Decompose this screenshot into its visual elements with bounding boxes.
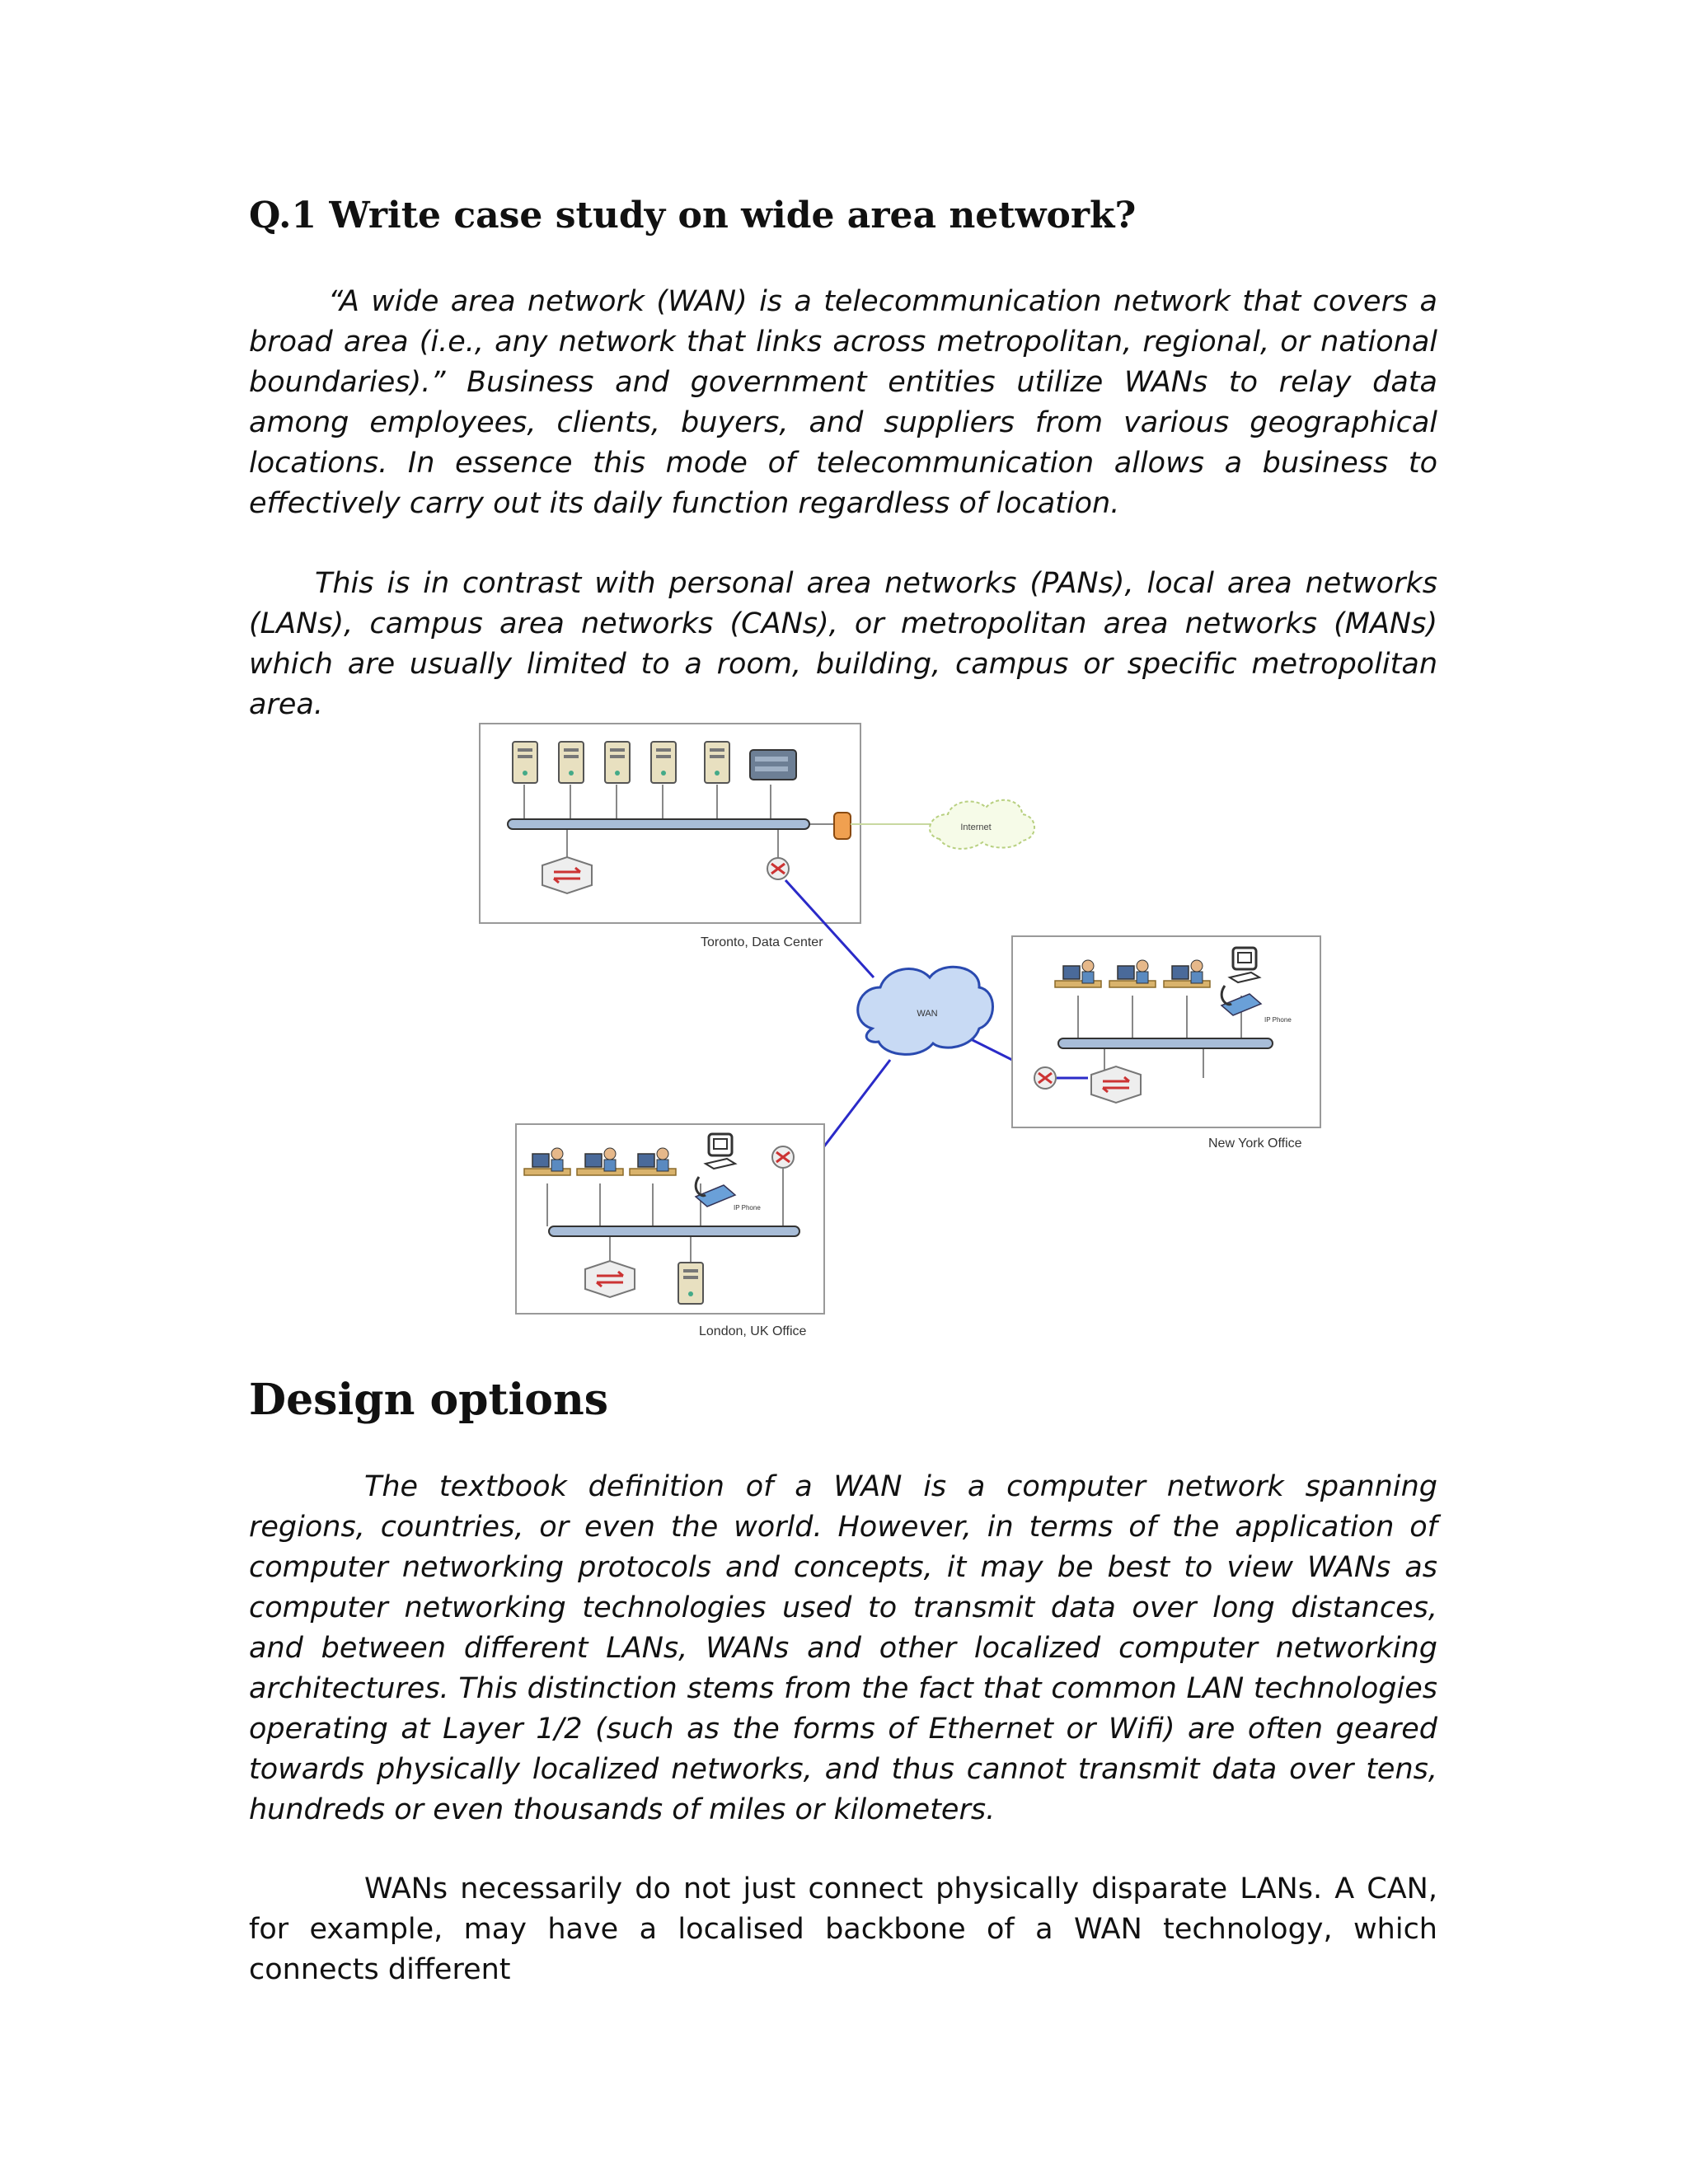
switch-icon <box>1091 1066 1141 1103</box>
switch-icon <box>585 1261 635 1297</box>
toronto-label: Toronto, Data Center <box>701 935 823 949</box>
svg-text:Internet: Internet <box>960 823 992 832</box>
svg-text:IP Phone: IP Phone <box>1264 1016 1292 1024</box>
question-heading: Q.1 Write case study on wide area network? <box>249 194 1137 237</box>
server-icon <box>513 742 537 783</box>
lan-backbone <box>1058 1038 1273 1048</box>
svg-text:WAN: WAN <box>917 1009 938 1019</box>
server-icon <box>678 1263 703 1304</box>
switch-icon <box>542 857 592 893</box>
router-icon <box>1034 1067 1056 1089</box>
new-york-office-site <box>1012 936 1320 1151</box>
lan-backbone <box>508 819 809 829</box>
toronto-data-center-site <box>480 724 860 923</box>
svg-text:IP Phone: IP Phone <box>734 1204 761 1212</box>
server-icon <box>705 742 729 783</box>
london-label: London, UK Office <box>699 1324 807 1338</box>
router-icon <box>772 1146 794 1168</box>
contrast-paragraph: This is in contrast with personal area networks (PANs), local area networks (LANs), campus area networks (CANs), or metropolitan area networks (MANs) which are usually limited to a room, building, campus or specific metropolitan area. <box>249 567 1437 721</box>
section-heading: Design options <box>249 1375 609 1425</box>
wan-network-diagram <box>462 715 1335 1342</box>
server-icon <box>559 742 584 783</box>
wan-backbone-paragraph: WANs necessarily do not just connect physically disparate LANs. A CAN, for example, may have a localised backbone of a WAN technology, which connects different <box>249 1872 1437 1986</box>
internet-cloud <box>851 800 1034 849</box>
server-icon <box>605 742 630 783</box>
design-options-paragraph: The textbook definition of a WAN is a computer network spanning regions, countries, or even the world. However, in terms of the application of computer networking protocols and concepts, it may be best to view WANs as computer networking technologies used to transmit data over long distances, and between different LANs, WANs and other localized computer networking architectures. This distinction stems from the fact that common LAN technologies operating at Layer 1/2 (such as the forms of Ethernet or Wifi) are often geared towards physically localized networks, and thus cannot transmit data over tens, hundreds or even thousands of miles or kilometers. <box>249 1470 1437 1826</box>
server-icon <box>651 742 676 783</box>
wan-definition-paragraph: “A wide area network (WAN) is a telecommunication network that covers a broad area (i.e., any network that links across metropolitan, regional, or national boundaries).” Business and government entities utilize WANs to relay data among employees, clients, buyers, and suppliers from various geographical locations. In essence this mode of telecommunication allows a business to effectively carry out its daily function regardless of location. <box>249 285 1437 520</box>
storage-array-icon <box>750 750 796 780</box>
router-icon <box>767 858 789 879</box>
firewall-icon <box>834 813 851 839</box>
new-york-label: New York Office <box>1208 1137 1302 1151</box>
lan-backbone <box>549 1226 799 1236</box>
terminal-icon <box>1230 948 1259 982</box>
london-office-site <box>516 1124 824 1338</box>
terminal-icon <box>706 1134 735 1169</box>
